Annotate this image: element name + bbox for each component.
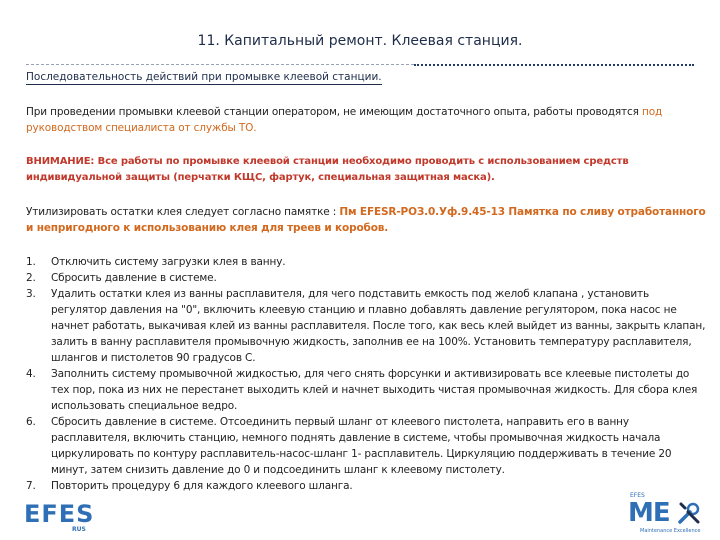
list-item	[26, 366, 706, 414]
step-text: Заполнить систему промывочной жидкостью, для чего снять форсунки и активизировать все клеевые пистолеты до тех пор, пока из них не перестанет выходить клей и начнет выходить чистая промывочная жидкость. Для сбора клея использовать специальное ведро.	[51, 368, 698, 412]
efes-logo-sub: RUS	[72, 526, 86, 533]
me-logo-tagline: Maintenance Excellence	[640, 528, 701, 534]
list-item	[26, 414, 706, 478]
list-item	[26, 286, 706, 366]
step-text: Повторить процедуру 6 для каждого клеевого шланга.	[51, 480, 353, 492]
disposal-text: Утилизировать остатки клея следует согласно памятке :	[26, 206, 340, 218]
step-number: 2.	[26, 272, 36, 284]
intro-text: При проведении промывки клеевой станции оператором, не имеющим достаточного опыта, работы проводятся	[26, 106, 642, 118]
list-item	[26, 478, 706, 494]
slide-title: 11. Капитальный ремонт. Клеевая станция.	[197, 33, 523, 49]
step-text: Удалить остатки клея из ванны расплавителя, для чего подставить емкость под желоб клапана , установить регулятор давления на "0", включить клеевую станцию и плавно добавлять давление регулятором, пока насос не начнет работать, выкачивая клей из ванны расплавителя. После того, как весь клей выйдет из ванны, закрыть клапан, залить в ванну расплавителя промывочную жидкость, заполнив ее на 100%. Установить температуру расплавителя, шлангов и пистолетов 90 градусов С.	[51, 288, 706, 364]
step-number: 1.	[26, 256, 36, 268]
steps-list	[26, 254, 706, 494]
me-logo: ME	[628, 498, 670, 528]
list-item	[26, 254, 706, 270]
paragraph-disposal	[26, 204, 706, 236]
warning-text: ВНИМАНИЕ: Все работы по промывке клеевой станции необходимо проводить с использованием средств индивидуальной защиты (перчатки КЩС, фартук, специальная защитная маска).	[26, 156, 629, 183]
step-text: Сбросить давление в системе.	[51, 272, 217, 284]
divider-dashed	[26, 64, 414, 65]
section-subtitle: Последовательность действий при промывке клеевой станции.	[26, 71, 382, 83]
step-number: 6.	[26, 416, 36, 428]
disposal-reference: Пм EFESR-РОЗ.0.Уф.9.45-13 Памятка по сливу отработанного и непригодного к использованию клея для треев и коробов.	[26, 206, 706, 234]
efes-logo: EFES	[24, 500, 95, 528]
step-text: Отключить систему загрузки клея в ванну.	[51, 256, 286, 268]
step-number: 3.	[26, 288, 36, 300]
step-text: Сбросить давление в системе. Отсоединить первый шланг от клеевого пистолета, направить его в ванну расплавителя, включить станцию, немного поднять давление в системе, чтобы промывочная жидкость начала циркулировать по контуру расплавитель-насос-шланг 1- расплавитель. Циркуляцию поддерживать в течение 20 минут, затем снизить давление до 0 и подсоединить шланг к клеевому пистолету.	[51, 416, 672, 476]
tools-icon	[676, 500, 702, 526]
step-number: 7.	[26, 480, 36, 492]
me-logo-small: EFES	[630, 492, 645, 499]
divider-dotted	[414, 64, 694, 66]
list-item	[26, 270, 706, 286]
paragraph-intro	[26, 104, 706, 136]
intro-highlight: под руководством специалиста от службы ТО.	[26, 106, 663, 134]
step-number: 4.	[26, 368, 36, 380]
